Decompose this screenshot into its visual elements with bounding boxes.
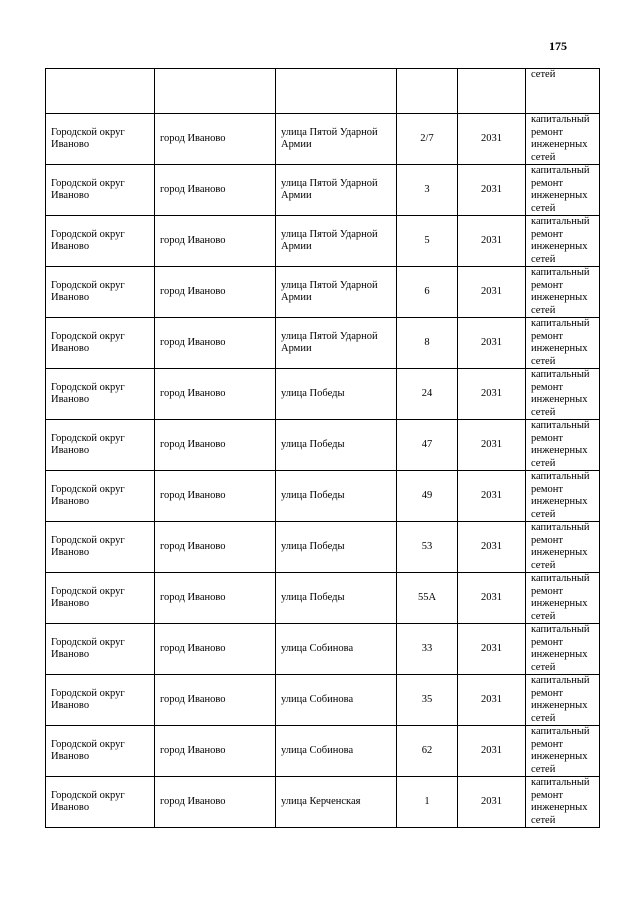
year-cell: 2031 — [458, 318, 526, 369]
work-type-cell: капитальный ремонт инженерных сетей — [526, 267, 600, 318]
street-cell: улица Победы — [276, 471, 397, 522]
street-cell: улица Пятой Ударной Армии — [276, 267, 397, 318]
year-cell: 2031 — [458, 777, 526, 828]
work-type-cell: капитальный ремонт инженерных сетей — [526, 471, 600, 522]
house-cell: 47 — [397, 420, 458, 471]
work-type-cell: капитальный ремонт инженерных сетей — [526, 165, 600, 216]
work-type-cell: капитальный ремонт инженерных сетей — [526, 624, 600, 675]
work-type-cell: капитальный ремонт инженерных сетей — [526, 777, 600, 828]
municipality-cell: Городской округ Иваново — [46, 369, 155, 420]
house-cell: 55А — [397, 573, 458, 624]
year-cell: 2031 — [458, 522, 526, 573]
table-row — [46, 675, 600, 726]
municipality-cell: Городской округ Иваново — [46, 420, 155, 471]
street-cell: улица Пятой Ударной Армии — [276, 165, 397, 216]
municipality-cell: Городской округ Иваново — [46, 216, 155, 267]
city-cell: город Иваново — [155, 267, 276, 318]
city-cell: город Иваново — [155, 573, 276, 624]
house-cell: 1 — [397, 777, 458, 828]
city-cell: город Иваново — [155, 624, 276, 675]
city-cell: город Иваново — [155, 726, 276, 777]
house-cell: 33 — [397, 624, 458, 675]
municipality-cell: Городской округ Иваново — [46, 471, 155, 522]
year-cell: 2031 — [458, 675, 526, 726]
city-cell — [155, 69, 276, 114]
house-cell: 2/7 — [397, 114, 458, 165]
table-row — [46, 216, 600, 267]
street-cell — [276, 69, 397, 114]
table-row — [46, 165, 600, 216]
table-row — [46, 573, 600, 624]
city-cell: город Иваново — [155, 165, 276, 216]
year-cell: 2031 — [458, 114, 526, 165]
municipality-cell: Городской округ Иваново — [46, 522, 155, 573]
year-cell: 2031 — [458, 165, 526, 216]
house-cell: 3 — [397, 165, 458, 216]
street-cell: улица Победы — [276, 420, 397, 471]
table-row — [46, 318, 600, 369]
street-cell: улица Пятой Ударной Армии — [276, 318, 397, 369]
year-cell: 2031 — [458, 267, 526, 318]
city-cell: город Иваново — [155, 318, 276, 369]
year-cell: 2031 — [458, 420, 526, 471]
municipality-cell: Городской округ Иваново — [46, 726, 155, 777]
municipality-cell: Городской округ Иваново — [46, 777, 155, 828]
registry-table — [45, 68, 600, 828]
year-cell: 2031 — [458, 216, 526, 267]
table-row — [46, 420, 600, 471]
work-type-cell: капитальный ремонт инженерных сетей — [526, 420, 600, 471]
street-cell: улица Собинова — [276, 624, 397, 675]
work-type-cell: капитальный ремонт инженерных сетей — [526, 573, 600, 624]
continuation-row — [46, 69, 600, 114]
city-cell: город Иваново — [155, 777, 276, 828]
house-cell: 62 — [397, 726, 458, 777]
city-cell: город Иваново — [155, 522, 276, 573]
table-row — [46, 114, 600, 165]
house-cell: 35 — [397, 675, 458, 726]
work-type-cell: капитальный ремонт инженерных сетей — [526, 114, 600, 165]
year-cell: 2031 — [458, 573, 526, 624]
house-cell: 8 — [397, 318, 458, 369]
table-row — [46, 522, 600, 573]
table-row — [46, 471, 600, 522]
year-cell: 2031 — [458, 624, 526, 675]
municipality-cell: Городской округ Иваново — [46, 318, 155, 369]
work-type-cell: капитальный ремонт инженерных сетей — [526, 318, 600, 369]
table-row — [46, 267, 600, 318]
table-row — [46, 624, 600, 675]
street-cell: улица Пятой Ударной Армии — [276, 114, 397, 165]
street-cell: улица Пятой Ударной Армии — [276, 216, 397, 267]
year-cell: 2031 — [458, 471, 526, 522]
work-type-cell: капитальный ремонт инженерных сетей — [526, 675, 600, 726]
municipality-cell: Городской округ Иваново — [46, 114, 155, 165]
city-cell: город Иваново — [155, 369, 276, 420]
municipality-cell — [46, 69, 155, 114]
house-cell: 5 — [397, 216, 458, 267]
street-cell: улица Собинова — [276, 675, 397, 726]
city-cell: город Иваново — [155, 114, 276, 165]
table-row — [46, 726, 600, 777]
work-type-cell: капитальный ремонт инженерных сетей — [526, 726, 600, 777]
table-row — [46, 777, 600, 828]
city-cell: город Иваново — [155, 675, 276, 726]
house-cell: 53 — [397, 522, 458, 573]
work-type-cell: капитальный ремонт инженерных сетей — [526, 522, 600, 573]
street-cell: улица Победы — [276, 573, 397, 624]
municipality-cell: Городской округ Иваново — [46, 267, 155, 318]
year-cell — [458, 69, 526, 114]
street-cell: улица Керченская — [276, 777, 397, 828]
table-row — [46, 369, 600, 420]
city-cell: город Иваново — [155, 471, 276, 522]
year-cell: 2031 — [458, 726, 526, 777]
work-type-cell: сетей — [526, 69, 600, 114]
page-number: 175 — [549, 39, 567, 53]
municipality-cell: Городской округ Иваново — [46, 675, 155, 726]
year-cell: 2031 — [458, 369, 526, 420]
table-body — [46, 69, 600, 828]
work-type-cell: капитальный ремонт инженерных сетей — [526, 369, 600, 420]
city-cell: город Иваново — [155, 216, 276, 267]
municipality-cell: Городской округ Иваново — [46, 165, 155, 216]
house-cell: 24 — [397, 369, 458, 420]
municipality-cell: Городской округ Иваново — [46, 573, 155, 624]
house-cell: 6 — [397, 267, 458, 318]
street-cell: улица Собинова — [276, 726, 397, 777]
city-cell: город Иваново — [155, 420, 276, 471]
house-cell — [397, 69, 458, 114]
municipality-cell: Городской округ Иваново — [46, 624, 155, 675]
street-cell: улица Победы — [276, 369, 397, 420]
work-type-cell: капитальный ремонт инженерных сетей — [526, 216, 600, 267]
street-cell: улица Победы — [276, 522, 397, 573]
house-cell: 49 — [397, 471, 458, 522]
